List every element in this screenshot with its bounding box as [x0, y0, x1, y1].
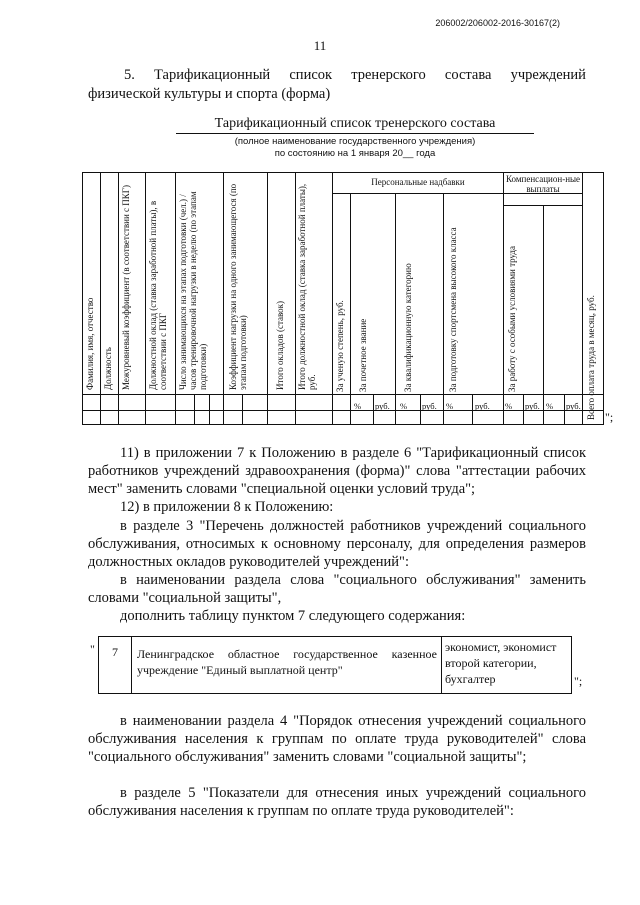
unit-pct-2: %: [400, 401, 408, 411]
insert-positions: экономист, экономист второй категории, бухгалтер: [445, 640, 557, 686]
insert-org-name: Ленинградское областное государственное казенное учреждение "Единый выплатной центр": [137, 647, 437, 677]
document-number: 206002/206002-2016-30167(2): [435, 18, 560, 28]
tariff-table: [82, 172, 604, 425]
table-end-quote: ";: [605, 410, 614, 424]
table2-close-quote: ";: [574, 674, 583, 688]
unit-rub-5: руб.: [566, 401, 581, 411]
table2-open-quote: ": [90, 642, 95, 656]
unit-rub-2: руб.: [422, 401, 437, 411]
unit-pct-4: %: [505, 401, 513, 411]
unit-pct-1: %: [354, 401, 362, 411]
paragraph-rename-section: в наименовании раздела слова "социального обслуживания" заменить словами "социальной защиты",: [88, 572, 586, 606]
paragraph-item-12: 12) в приложении 8 к Положению:: [120, 499, 334, 515]
unit-rub-3: руб.: [475, 401, 490, 411]
col-academic-degree: За ученую степень, руб.: [335, 300, 345, 392]
col-official-salary-pkg: Должностной оклад (ставка заработной платы), в соответствии с ПКГ: [148, 200, 168, 390]
col-full-name: Фамилия, имя, отчество: [85, 297, 95, 390]
page-number: 11: [313, 38, 327, 53]
group-compensation-payments: Компенсацион-ные выплаты: [505, 174, 581, 194]
col-position: Должность: [103, 347, 113, 390]
paragraph-section-5: в разделе 5 "Показатели для отнесения иных учреждений социального обслуживания населения к группам по оплате труда руководителей":: [88, 785, 586, 819]
group-personal-allowances: Персональные надбавки: [371, 177, 465, 187]
col-qualification-category: За квалификационную категорию: [403, 263, 413, 392]
col-high-class-athlete: За подготовку спортсмена высокого класса: [448, 227, 458, 392]
col-load-coefficient: Коэффициент нагрузки на одного занимающегося (по этапам подготовки): [228, 183, 248, 390]
col-interlevel-coefficient: Межуровневый коэффициент (в соответствии с ПКГ): [121, 185, 131, 390]
unit-pct-5: %: [546, 401, 554, 411]
section-5-heading: [88, 66, 586, 104]
insert-table: [98, 636, 572, 694]
paragraph-section-3: в разделе 3 "Перечень должностей работников учреждений социального обслуживания, относимых к основному персоналу, для определения размеров должностных окладов руководителей учреждений":: [88, 518, 586, 570]
col-special-conditions: За работу с особыми условиями труда: [507, 245, 517, 392]
col-total-monthly-pay: Всего оплата труда в месяц, руб.: [586, 295, 596, 420]
table-title: Тарификационный список тренерского состава: [176, 116, 534, 134]
col-trainees-hours: Число занимающихся на этапах подготовки (чел.) / часов тренировочной нагрузки в неделю (по этапам подготовки): [178, 191, 208, 390]
col-honorary-title: За почетное звание: [358, 318, 368, 392]
unit-pct-3: %: [446, 401, 454, 411]
paragraph-section-4: в наименовании раздела 4 "Порядок отнесения учреждений социального обслуживания населения к группам по оплате труда руководителей" слова "социального обслуживания" заменить словами "социальной защиты";: [88, 713, 586, 765]
section-5-line2: физической культуры и спорта (форма): [88, 86, 331, 102]
paragraph-item-11: 11) в приложении 7 к Положению в разделе 6 "Тарификационный список работников учреждений здравоохранения (форма)" слова "аттестации рабочих мест" заменить словами "специальной оценки условий труда";: [88, 445, 586, 497]
section-5-line1: 5. Тарификационный список тренерского состава учреждений: [124, 67, 586, 83]
unit-rub-1: руб.: [375, 401, 390, 411]
unit-rub-4: руб.: [525, 401, 540, 411]
col-total-rates: Итого окладов (ставок): [275, 300, 285, 390]
table-subtitle: (полное наименование государственного учреждения) по состоянию на 1 января 20__ года: [234, 136, 476, 159]
insert-row-number: 7: [112, 645, 118, 659]
paragraph-add-item: дополнить таблицу пунктом 7 следующего содержания:: [120, 608, 466, 624]
col-total-official-salary: Итого должностной оклад (ставка заработной платы), руб.: [297, 183, 317, 390]
